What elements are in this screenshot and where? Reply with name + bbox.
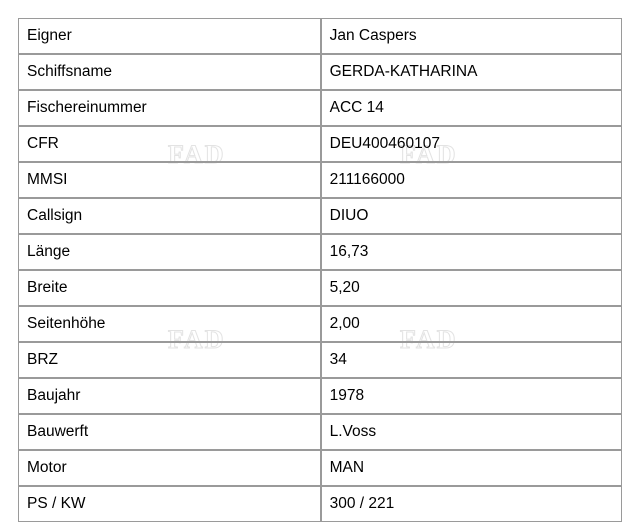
table-row (18, 90, 622, 126)
row-label: Schiffsname (18, 54, 321, 90)
row-label: BRZ (18, 342, 321, 378)
row-label: Länge (18, 234, 321, 270)
table-row (18, 18, 622, 54)
row-value: Jan Caspers (321, 18, 622, 54)
watermark-logo: FAD (400, 140, 458, 169)
table-row (18, 126, 622, 162)
table-row (18, 342, 622, 378)
table-row (18, 54, 622, 90)
table-row (18, 306, 622, 342)
row-label: MMSI (18, 162, 321, 198)
row-value: 5,20 (321, 270, 622, 306)
row-value: 16,73 (321, 234, 622, 270)
table-row (18, 162, 622, 198)
watermark-logo: FAD (400, 325, 458, 354)
row-label: Fischereinummer (18, 90, 321, 126)
table-row (18, 486, 622, 522)
table-body (18, 18, 622, 522)
vessel-specification-table (18, 18, 622, 522)
row-value: MAN (321, 450, 622, 486)
table-row (18, 234, 622, 270)
row-label: Seitenhöhe (18, 306, 321, 342)
table-row (18, 270, 622, 306)
row-label: Motor (18, 450, 321, 486)
row-value: 211166000 (321, 162, 622, 198)
row-value: GERDA-KATHARINA (321, 54, 622, 90)
row-value: ACC 14 (321, 90, 622, 126)
row-value: L.Voss (321, 414, 622, 450)
table-row (18, 378, 622, 414)
row-value: DEU400460107 (321, 126, 622, 162)
table-row (18, 198, 622, 234)
watermark-logo: FAD (168, 325, 226, 354)
row-value: 2,00 (321, 306, 622, 342)
row-value: 300 / 221 (321, 486, 622, 522)
row-label: Eigner (18, 18, 321, 54)
row-value: DIUO (321, 198, 622, 234)
row-value: 34 (321, 342, 622, 378)
row-label: CFR (18, 126, 321, 162)
row-label: PS / KW (18, 486, 321, 522)
table-row (18, 414, 622, 450)
row-label: Breite (18, 270, 321, 306)
row-label: Bauwerft (18, 414, 321, 450)
row-value: 1978 (321, 378, 622, 414)
watermark-logo: FAD (168, 140, 226, 169)
row-label: Baujahr (18, 378, 321, 414)
table-row (18, 450, 622, 486)
row-label: Callsign (18, 198, 321, 234)
